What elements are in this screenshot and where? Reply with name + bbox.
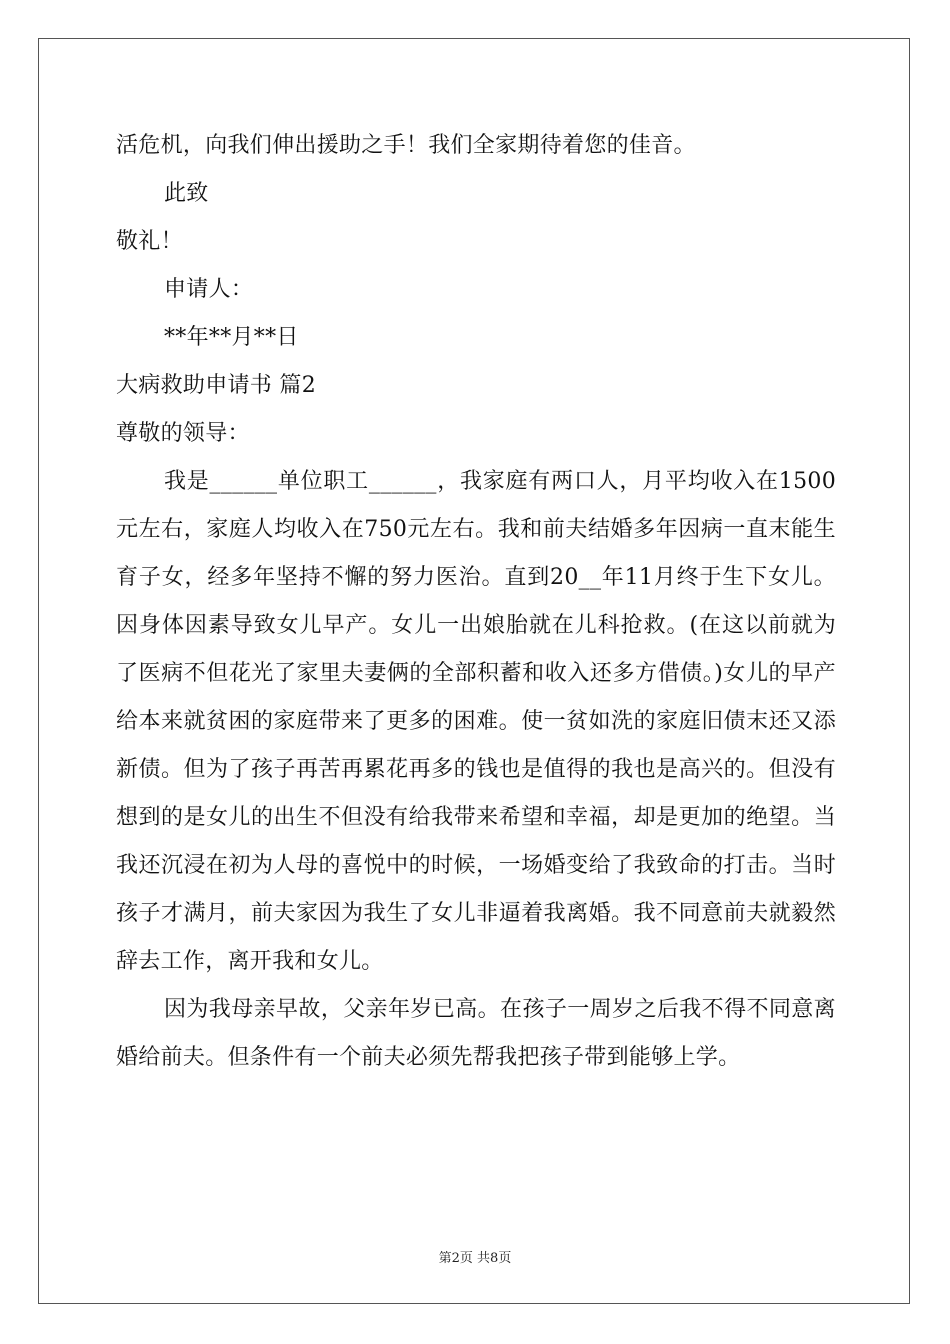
paragraph-body-1: 我是______单位职工______，我家庭有两口人，月平均收入在1500元左右，家庭人均收入在750元左右。我和前夫结婚多年因病一直末能生育子女，经多年坚持不懈的努力医治。直到20__年11月终于生下女儿。因身体因素导致女儿早产。女儿一出娘胎就在儿科抢救。(在这以前就为了医病不但花光了家里夫妻俩的全部积蓄和收入还多方借债。)女儿的早产给本来就贫困的家庭带来了更多的困难。使一贫如洗的家庭旧债末还又添新债。但为了孩子再苦再累花再多的钱也是值得的我也是高兴的。但没有想到的是女儿的出生不但没有给我带来希望和幸福，却是更加的绝望。当我还沉浸在初为人母的喜悦中的时候，一场婚变给了我致命的打击。当时孩子才满月，前夫家因为我生了女儿非逼着我离婚。我不同意前夫就毅然辞去工作，离开我和女儿。 [116, 469, 836, 974]
salutation-cizhi: 此致 [164, 181, 209, 206]
document-body [116, 122, 836, 1082]
paragraph-closing-line: 活危机，向我们伸出援助之手！我们全家期待着您的佳音。 [116, 133, 696, 158]
page-number-footer: 第2页 共8页 [438, 1251, 512, 1266]
section-title: 大病救助申请书 篇2 [116, 373, 316, 398]
greeting: 尊敬的领导： [116, 421, 250, 446]
paragraph-body-2: 因为我母亲早故，父亲年岁已高。在孩子一周岁之后我不得不同意离婚给前夫。但条件有一个前夫必须先帮我把孩子带到能够上学。 [116, 997, 836, 1070]
salutation-jingli: 敬礼！ [116, 229, 183, 254]
date-line: **年**月**日 [164, 325, 299, 350]
applicant-label: 申请人： [164, 277, 254, 302]
